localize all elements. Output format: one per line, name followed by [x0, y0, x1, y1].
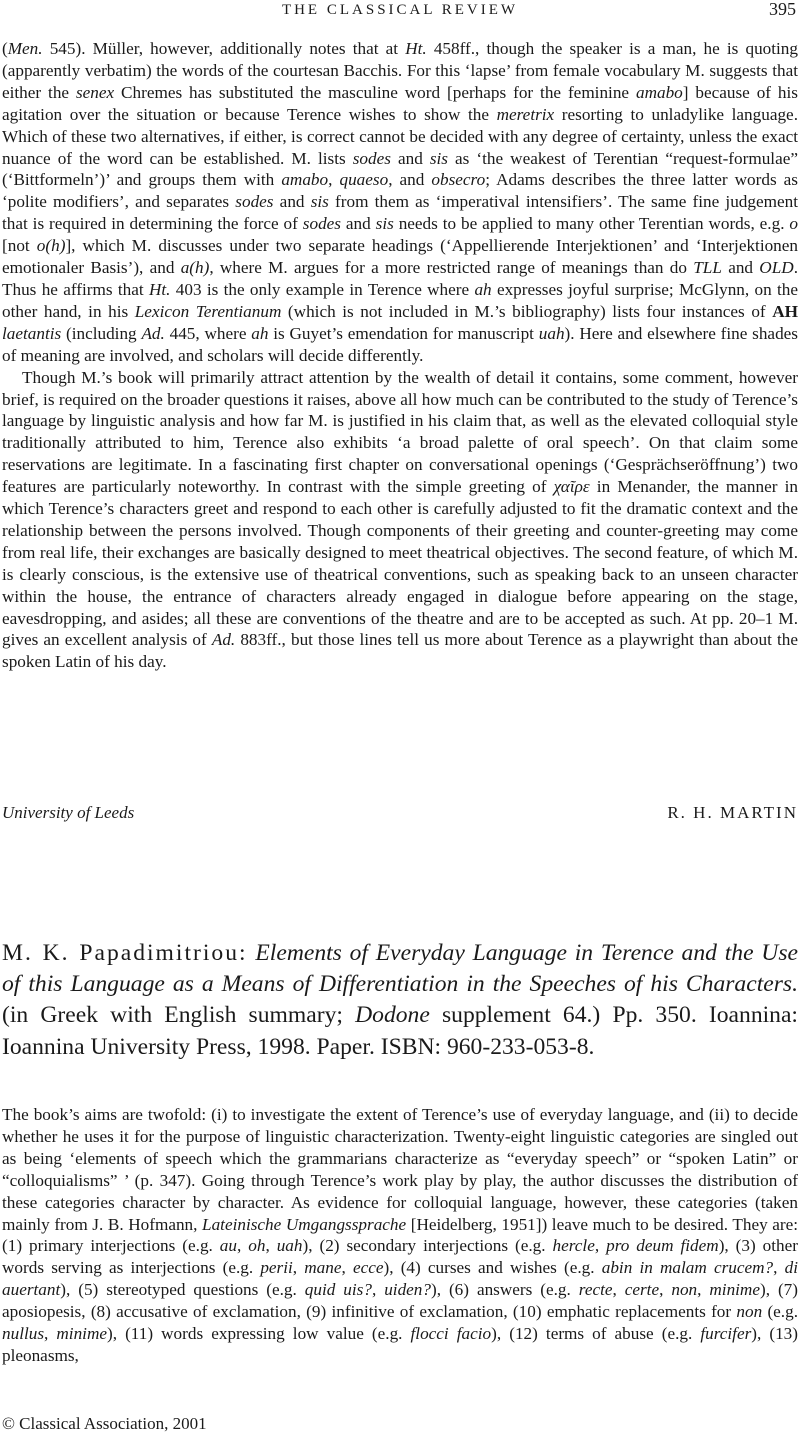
book-details-pre: (in Greek with English summary; [2, 1002, 343, 1029]
book-author: M. K. Papadimitriou: [2, 940, 248, 966]
reviewer-affiliation: University of Leeds [2, 803, 135, 822]
review-papadimitriou-body [2, 1104, 798, 1367]
review-paragraph: The book’s aims are twofold: (i) to investigate the extent of Terence’s use of everyday language, and (ii) to decide whether he uses it for the purpose of linguistic characterization. Twenty-eight linguistic categories are singled out as being ‘elements of speech which the grammarians characterize as “everyday speech” or “spoken Latin” or “colloquialisms” ’ (p. 347). Going through Terence’s work play by play, the author discusses the distribution of these categories character by character. As evidence for colloquial language, however, these categories (taken mainly from J. B. Hofmann, Lateinische Umgangssprache [Heidelberg, 1951]) leave much to be desired. They are: (1) primary interjections (e.g. au, oh, uah), (2) secondary interjections (e.g. hercle, pro deum fidem), (3) other words serving as interjections (e.g. perii, mane, ecce), (4) curses and wishes (e.g. abin in malam crucem?, di auertant), (5) stereotyped questions (e.g. quid uis?, uiden?), (6) answers (e.g. recte, certe, non, minime), (7) aposiopesis, (8) accusative of exclamation, (9) infinitive of exclamation, (10) emphatic replacements for non (e.g. nullus, minime), (11) words expressing low value (e.g. flocci facio), (12) terms of abuse (e.g. furcifer), (13) pleonasms, [2, 1105, 799, 1365]
reviewer-name: R. H. MARTIN [667, 803, 798, 822]
page-number: 395 [769, 0, 796, 19]
journal-title: THE CLASSICAL REVIEW [281, 2, 519, 18]
review-paragraph: (Men. 545). Müller, however, additionally notes that at Ht. 458ff., though the speaker is a man, he is quoting (apparently verbatim) the words of the courtesan Bacchis. For this ‘lapse’ from female vocabulary M. suggests that either the senex Chremes has substituted the masculine word [perhaps for the feminine amabo] because of his agitation over the situation or because Terence wishes to show the meretrix resorting to unladylike language. Which of these two alternatives, if either, is correct cannot be decided with any degree of certainty, unless the exact nuance of the word can be established. M. lists sodes and sis as ‘the weakest of Terentian “request-formulae” (‘Bittformeln’)’ and groups them with amabo, quaeso, and obsecro; Adams describes the three latter words as ‘polite modifiers’, and separates sodes and sis from them as ‘imperatival intensifiers’. The same fine judgement that is required in determining the force of sodes and sis needs to be applied to many other Terentian words, e.g. o [not o(h)], which M. discusses under two separate headings (‘Appellierende Interjektionen’ and ‘Interjektionen emotionaler Basis’), and a(h), where M. argues for a more restricted range of meanings than do TLL and OLD. Thus he affirms that Ht. 403 is the only example in Terence where ah expresses joyful surprise; McGlynn, on the other hand, in his Lexicon Terentianum (which is not included in M.’s bibliography) lists four instances of AH laetantis (including Ad. 445, where ah is Guyet’s emendation for manuscript uah). Here and elsewhere fine shades of meaning are involved, and scholars will decide differently. [2, 39, 799, 365]
review-martin-body [2, 38, 798, 673]
review-heading-papadimitriou [2, 938, 798, 1063]
book-details-post: supplement 64.) Pp. 350. Ioannina: Ioannina University Press, 1998. Paper. ISBN: 960-233-053-8. [2, 1002, 798, 1060]
reviewer-signature [2, 803, 798, 827]
running-head [0, 0, 800, 26]
review-paragraph: Though M.’s book will primarily attract attention by the wealth of detail it contains, some comment, however brief, is required on the broader questions it raises, above all how much can be contributed to the study of Terence’s language by linguistic analysis and how far M. is justified in his claim that, as well as the elevated colloquial style traditionally attributed to him, Terence also exhibits ‘a broad palette of oral speech’. On that claim some reservations are legitimate. In a fascinating first chapter on conversational openings (‘Gesprächseröffnung’) two features are particularly noteworthy. In contrast with the simple greeting of χαῖρε in Menander, the manner in which Terence’s characters greet and respond to each other is carefully adjusted to fit the dramatic context and the relationship between the persons involved. Though components of their greeting and counter-greeting may come from real life, their exchanges are basically designed to meet theatrical objectives. The second feature, of which M. is clearly conscious, is the extensive use of theatrical conventions, such as speaking back to an unseen character within the house, the entrance of characters already engaged in dialogue before appearing on the stage, eavesdropping, and asides; all these are conventions of the theatre and are to be accepted as such. At pp. 20–1 M. gives an excellent analysis of Ad. 883ff., but those lines tell us more about Terence as a playwright than about the spoken Latin of his day. [2, 367, 798, 672]
copyright-footer: © Classical Association, 2001 [2, 1414, 207, 1433]
book-series: Dodone [355, 1002, 430, 1029]
book-title: Elements of Everyday Language in Terence and the Use of this Language as a Means of Differentiation in the Speeches of his Characters. [2, 940, 798, 998]
